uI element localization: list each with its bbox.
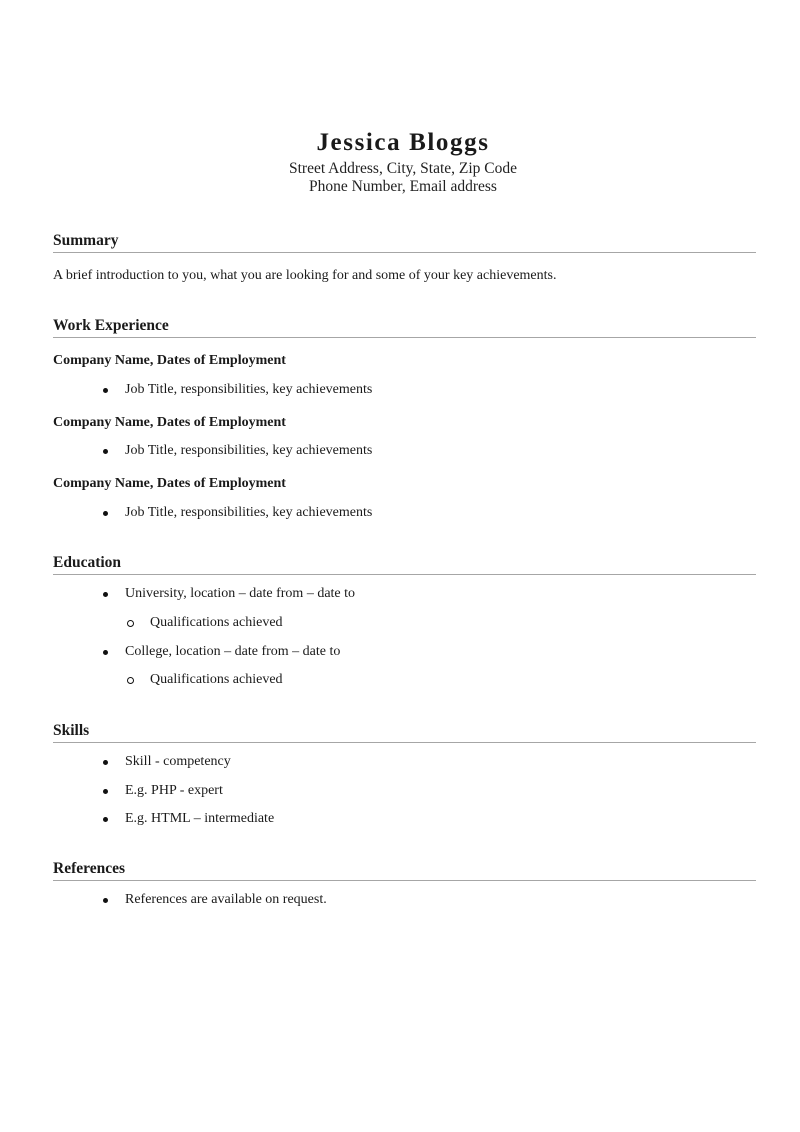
work-experience-heading: Work Experience (53, 316, 756, 338)
bullet-icon (103, 898, 108, 903)
candidate-name: Jessica Bloggs (316, 129, 490, 156)
qualification-text: Qualifications achieved (150, 672, 283, 687)
bullet-icon (103, 511, 108, 516)
bullet-icon (103, 650, 108, 655)
contact-details: Phone Number, Email address (309, 178, 497, 195)
sub-bullet-icon (127, 620, 134, 627)
bullet-icon (103, 592, 108, 597)
skill-text: Skill - competency (125, 754, 231, 769)
skill-text: E.g. PHP - expert (125, 783, 223, 798)
bullet-icon (103, 449, 108, 454)
street-address: Street Address, City, State, Zip Code (288, 160, 518, 177)
sub-bullet-icon (127, 677, 134, 684)
references-heading: References (53, 859, 756, 881)
work-experience-section (53, 316, 756, 526)
reference-text: References are available on request. (125, 892, 327, 907)
job-detail-text: Job Title, responsibilities, key achievements (125, 443, 373, 458)
references-section (53, 859, 756, 919)
skills-heading: Skills (53, 721, 756, 743)
company-heading: Company Name, Dates of Employment (53, 476, 286, 491)
institution-text: College, location – date from – date to (125, 644, 341, 659)
resume-header (0, 126, 800, 196)
skill-text: E.g. HTML – intermediate (125, 811, 275, 826)
education-heading: Education (53, 553, 756, 575)
summary-heading: Summary (53, 231, 756, 253)
bullet-icon (103, 817, 108, 822)
bullet-icon (103, 760, 108, 765)
summary-text: A brief introduction to you, what you are looking for and some of your key achievements. (53, 268, 557, 283)
company-heading: Company Name, Dates of Employment (53, 353, 286, 368)
job-detail-text: Job Title, responsibilities, key achievements (125, 505, 373, 520)
qualification-text: Qualifications achieved (150, 615, 283, 630)
institution-text: University, location – date from – date to (125, 586, 356, 601)
job-detail-text: Job Title, responsibilities, key achievements (125, 382, 373, 397)
company-heading: Company Name, Dates of Employment (53, 415, 286, 430)
bullet-icon (103, 388, 108, 393)
education-section (53, 553, 756, 698)
summary-section (53, 231, 756, 285)
bullet-icon (103, 789, 108, 794)
skills-section (53, 721, 756, 841)
